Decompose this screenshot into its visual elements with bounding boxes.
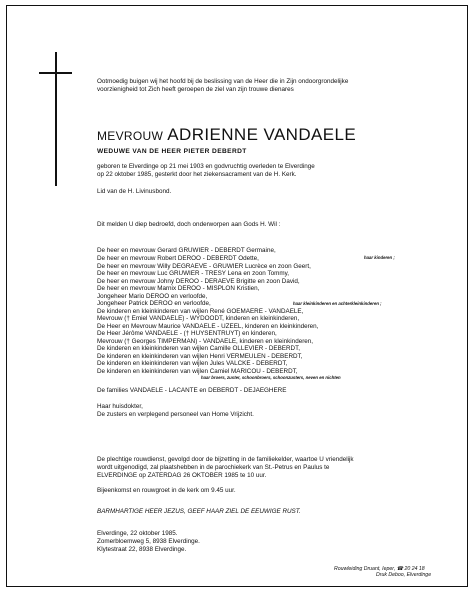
family-line: De heer en mevrouw Johny DEROO - DERAEVE Brigitte en zoon David, xyxy=(97,277,300,285)
address-line-2: Klytestraat 22, 8938 Elverdinge. xyxy=(97,546,187,553)
family-line: Jongeheer Mario DEROO en verloofde, xyxy=(97,292,208,300)
family-line: De kinderen en kleinkinderen van wijlen René GOEMAERE - VANDAELE, xyxy=(97,307,304,315)
place-date: Elverdinge, 22 oktober 1985. xyxy=(97,530,178,537)
gathering-line: Bijeenkomst en rouwgroet in de kerk om 9.45 uur. xyxy=(97,487,236,494)
family-line: De heer en mevrouw Robert DEROO - DEBERDT Odette, xyxy=(97,254,259,262)
family-line: De heer en mevrouw Willy DEGRAEVE - GRUWIER Lucrèce en zoon Geert, xyxy=(97,262,311,270)
family-line: De Heer en Mevrouw Maurice VANDAELE - UZEEL, kinderen en kleinkinderen, xyxy=(97,322,319,330)
family-line: De heer en mevrouw Luc GRUWIER - TRESY Lena en zoon Tommy, xyxy=(97,270,290,277)
printer-line-1: Rouwleiding Druant, Ieper, ☎ 20 24 18 xyxy=(334,566,425,572)
funeral-line-2: wordt uitgenodigd, zal plaatshebben in de parochiekerk van St.-Petrus en Paulus te xyxy=(97,464,330,471)
family-line: Jongeheer Patrick DEROO en verloofde, xyxy=(97,300,211,307)
life-line-1: geboren te Elverdinge op 21 mei 1903 en godvruchtig overleden te Elverdinge xyxy=(97,163,315,170)
family-line: De Heer Jérôme VANDAELE - († HUYSENTRUYT) en kinderen, xyxy=(97,330,277,337)
family-line: Mevrouw († Georges TIMPERMAN) - VANDAELE, kinderen en kleinkinderen, xyxy=(97,337,314,345)
deceased-prefix: MEVROUW xyxy=(97,129,164,143)
announcement: Dit melden U diep bedroefd, doch onderworpen aan Gods H. Wil : xyxy=(97,221,281,228)
widow-of: WEDUWE VAN DE HEER PIETER DEBERDT xyxy=(97,148,247,155)
prayer-line: BARMHARTIGE HEER JEZUS, GEEF HAAR ZIEL DE EEUWIGE RUST. xyxy=(97,508,301,515)
obituary-card xyxy=(6,5,468,587)
family-line: De heer en mevrouw Marnix DEROO - MISPLON Kristien, xyxy=(97,285,260,292)
intro-line-2: voorzienigheid tot Zich heeft geroepen de ziel van zijn trouwe dienares xyxy=(97,86,294,93)
family-line: De kinderen en kleinkinderen van wijlen Camiel MARICOU - DEBERDT, xyxy=(97,367,298,375)
doctor-line: Haar huisdokter, xyxy=(97,403,143,410)
nurses-line: De zusters en verplegend personeel van Home Vrijzicht. xyxy=(97,411,254,418)
life-line-2: op 22 oktober 1985, gesterkt door het ziekensacrament van de H. Kerk. xyxy=(97,171,297,178)
family-line: De heer en mevrouw Gerard GRUWIER - DEBERDT Germaine, xyxy=(97,247,276,254)
family-line: Mevrouw († Emiel VANDAELE) - WYDOODT, kinderen en kleinkinderen, xyxy=(97,315,300,322)
families-line: De families VANDAELE - LACANTE en DEBERDT - DEJAEGHERE xyxy=(97,387,287,394)
address-line-1: Zomerbloemweg 5, 8938 Elverdinge. xyxy=(97,538,200,545)
family-line: De kinderen en kleinkinderen van wijlen Henri VERMEULEN - DEBERDT, xyxy=(97,352,303,360)
note-siblings: haar broers, zuster, schoonbroers, schoonzusters, neven en nichten xyxy=(201,374,341,380)
note-children: haar kinderen ; xyxy=(364,255,395,260)
deceased-fullname: ADRIENNE VANDAELE xyxy=(167,125,357,144)
cross-horizontal-bar xyxy=(39,72,72,74)
deceased-name xyxy=(97,126,356,145)
printer-line-2: Druk Deboo, Elverdinge xyxy=(376,572,432,578)
intro-line-1: Ootmoedig buigen wij het hoofd bij de beslissing van de Heer die in Zijn ondoorgrondelijke xyxy=(97,78,349,85)
membership: Lid van de H. Livinusbond. xyxy=(97,188,172,195)
funeral-line-3: ELVERDINGE op ZATERDAG 26 OKTOBER 1985 te 10 uur. xyxy=(97,472,267,479)
funeral-line-1: De plechtige rouwdienst, gevolgd door de bijzetting in de familiekelder, waartoe U vriendelijk xyxy=(97,456,354,463)
family-line: De kinderen en kleinkinderen van wijlen Camille OLLEVIER - DEBERDT, xyxy=(97,345,300,352)
note-grandchildren: haar kleinkinderen en achterkleinkinderen ; xyxy=(293,300,382,306)
family-line: De kinderen en kleinkinderen van wijlen Jules VALCKE - DEBERDT, xyxy=(97,360,288,367)
